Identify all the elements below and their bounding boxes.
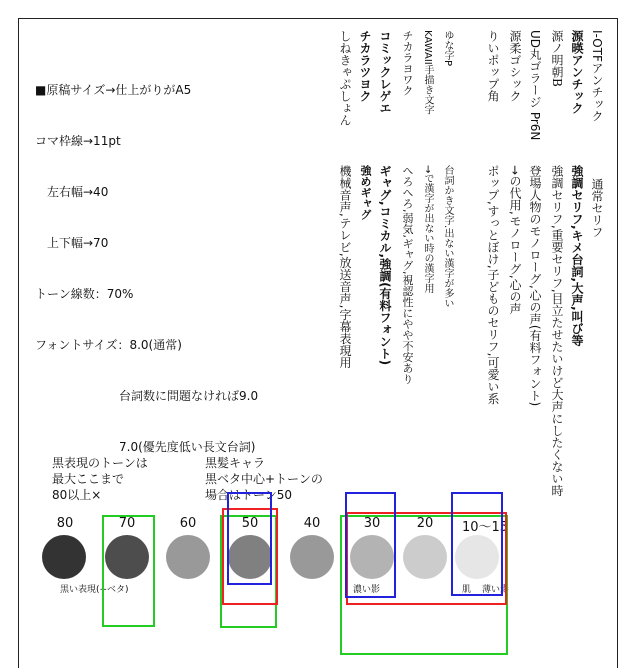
tone-value: 20 [416,516,434,531]
tone-value: 10〜15 [461,520,509,535]
font-name: UD丸ゴラージ Pr6N [528,30,542,141]
font-name: コミックレゲエ [378,30,392,114]
spec-line: 左右幅→40 [35,185,109,199]
font-usage: 通常セリフ [590,178,604,238]
font-usage: 強めギャグ [359,165,372,220]
tone-30-blue-box [345,492,396,598]
font-usage: →で漢字が出ない時の漢字用 [422,165,433,294]
light-shadow-label: 薄い影 [482,585,510,595]
tone-circle [42,535,86,579]
tone-circle [290,535,334,579]
font-name: 源柔ゴシック [508,30,522,102]
black-tone-note: 黒表現のトーンは 最大ここまで 80以上× [52,456,148,502]
tone-70-box [102,515,155,627]
font-name: I-OTFアンチック [590,30,604,122]
font-name: ゆな字P [442,30,453,67]
font-usage: →の代用,モノローグ,心の声 [508,165,522,315]
font-usage: 台詞かき文字.出ない漢字が多い [442,165,453,309]
font-usage: へろへろ,弱気,ギャグ,視認性にやや不安あり [401,165,414,385]
spec-line: ■原稿サイズ→仕上がりがA5 [35,83,192,97]
tone-circle [166,535,210,579]
tone-value: 40 [303,516,321,531]
tone-50-blue-box [227,492,272,585]
spec-line: フォントサイズ：8.0(通常) [35,338,182,352]
tone-10-blue-box [451,492,503,596]
dark-shadow-label: 濃い影 [353,585,381,595]
font-usage: 強調セリフ,キメ台詞,大声,叫び等 [570,165,584,347]
font-name: 源ノ明朝B [550,30,564,87]
font-usage: 機械音声,テレビ,放送音声,字幕表現用 [338,165,352,369]
font-name: チカラヨワク [401,30,414,96]
tone-value: 60 [179,516,197,531]
skin-label: 肌 [462,585,472,595]
tone-value: 80 [56,516,74,531]
spec-line: 上下幅→70 [35,236,109,250]
font-usage: 登場人物のモノローグ,心の声(有料フォント) [528,165,542,407]
font-name: チカラツヨク [358,30,372,102]
font-usage: 強調セリフ,重要セリフ,目立たせたいけど大声にしたくない時 [550,165,564,497]
black-expression-label: 黒い表現(+ベタ) [60,585,129,595]
font-name: しねきゃぷしょん [338,30,352,126]
spec-line: コマ枠線→11pt [35,134,121,148]
hair-tone-note: 黒髪キャラ 黒ベタ中心+トーンの 場合はトーン50 [205,456,323,502]
tone-value: 30 [363,516,381,531]
spec-line: 台詞数に問題なければ9.0 [35,389,259,403]
font-name: 源暎アンチック [570,30,584,114]
spec-line: 7.0(優先度低い長文台詞) [35,440,256,454]
tone-value: 50 [241,516,259,531]
spec-text [35,48,258,473]
spec-line: トーン線数：70% [35,287,134,301]
font-usage: ポップ,すっとぼけ,子どものセリフ,可愛い系 [486,165,500,405]
font-usage: ギャグ,コミカル,強調(有料フォント) [378,165,392,366]
tone-value: 70 [118,516,136,531]
font-name: KAWAII手描き文字 [422,30,433,115]
font-name: りいポップ角 [486,30,500,102]
